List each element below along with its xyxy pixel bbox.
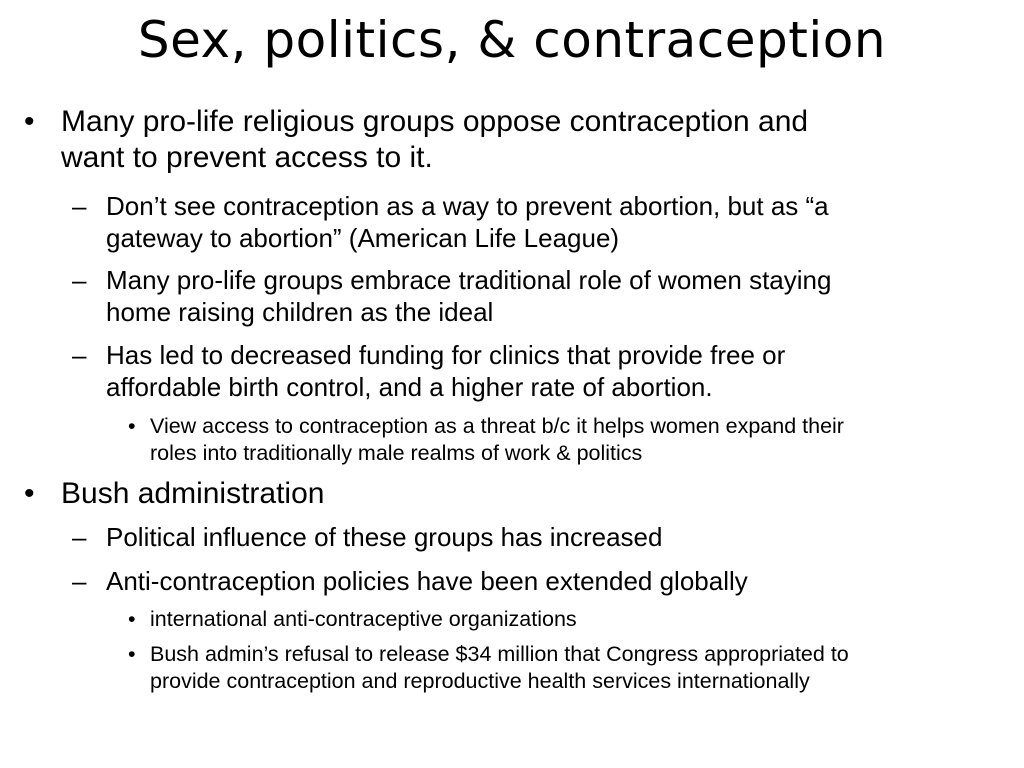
sub-sub-bullet-text-line: provide contraception and reproductive health services internationally bbox=[150, 669, 810, 693]
sub-bullet-marker: – bbox=[72, 191, 87, 221]
bullet-marker: • bbox=[24, 477, 35, 510]
bullet-text-line: want to prevent access to it. bbox=[61, 141, 433, 174]
sub-sub-bullet-text-line: View access to contraception as a threat b/c it helps women expand their bbox=[150, 414, 844, 438]
sub-sub-bullet-text-line: Bush admin’s refusal to release $34 million that Congress appropriated to bbox=[150, 642, 849, 666]
bullet-text-line: Bush administration bbox=[61, 477, 325, 510]
sub-bullet-text-line: affordable birth control, and a higher rate of abortion. bbox=[106, 372, 713, 402]
sub-bullet-marker: – bbox=[72, 566, 87, 596]
sub-sub-bullet-text-line: roles into traditionally male realms of work & politics bbox=[150, 441, 643, 465]
bullet-marker: • bbox=[24, 105, 35, 138]
sub-bullet-text-line: gateway to abortion” (American Life League) bbox=[106, 223, 620, 253]
sub-bullet-text-line: Don’t see contraception as a way to prevent abortion, but as “a bbox=[106, 191, 829, 221]
sub-bullet-marker: – bbox=[72, 522, 87, 552]
sub-sub-bullet-marker: • bbox=[128, 607, 136, 631]
sub-bullet-text-line: Anti-contraception policies have been extended globally bbox=[106, 566, 748, 596]
slide-title: Sex, politics, & contraception bbox=[137, 11, 887, 69]
sub-sub-bullet-text-line: international anti-contraceptive organizations bbox=[150, 607, 577, 631]
sub-bullet-text-line: Has led to decreased funding for clinics that provide free or bbox=[106, 340, 786, 370]
sub-bullet-text-line: Many pro-life groups embrace traditional role of women staying bbox=[106, 265, 832, 295]
sub-bullet-marker: – bbox=[72, 340, 87, 370]
sub-sub-bullet-marker: • bbox=[128, 414, 136, 438]
bullet-text-line: Many pro-life religious groups oppose contraception and bbox=[61, 105, 809, 138]
sub-bullet-text-line: home raising children as the ideal bbox=[106, 297, 494, 327]
sub-sub-bullet-marker: • bbox=[128, 642, 136, 666]
sub-bullet-marker: – bbox=[72, 265, 87, 295]
sub-bullet-text-line: Political influence of these groups has increased bbox=[106, 522, 663, 552]
